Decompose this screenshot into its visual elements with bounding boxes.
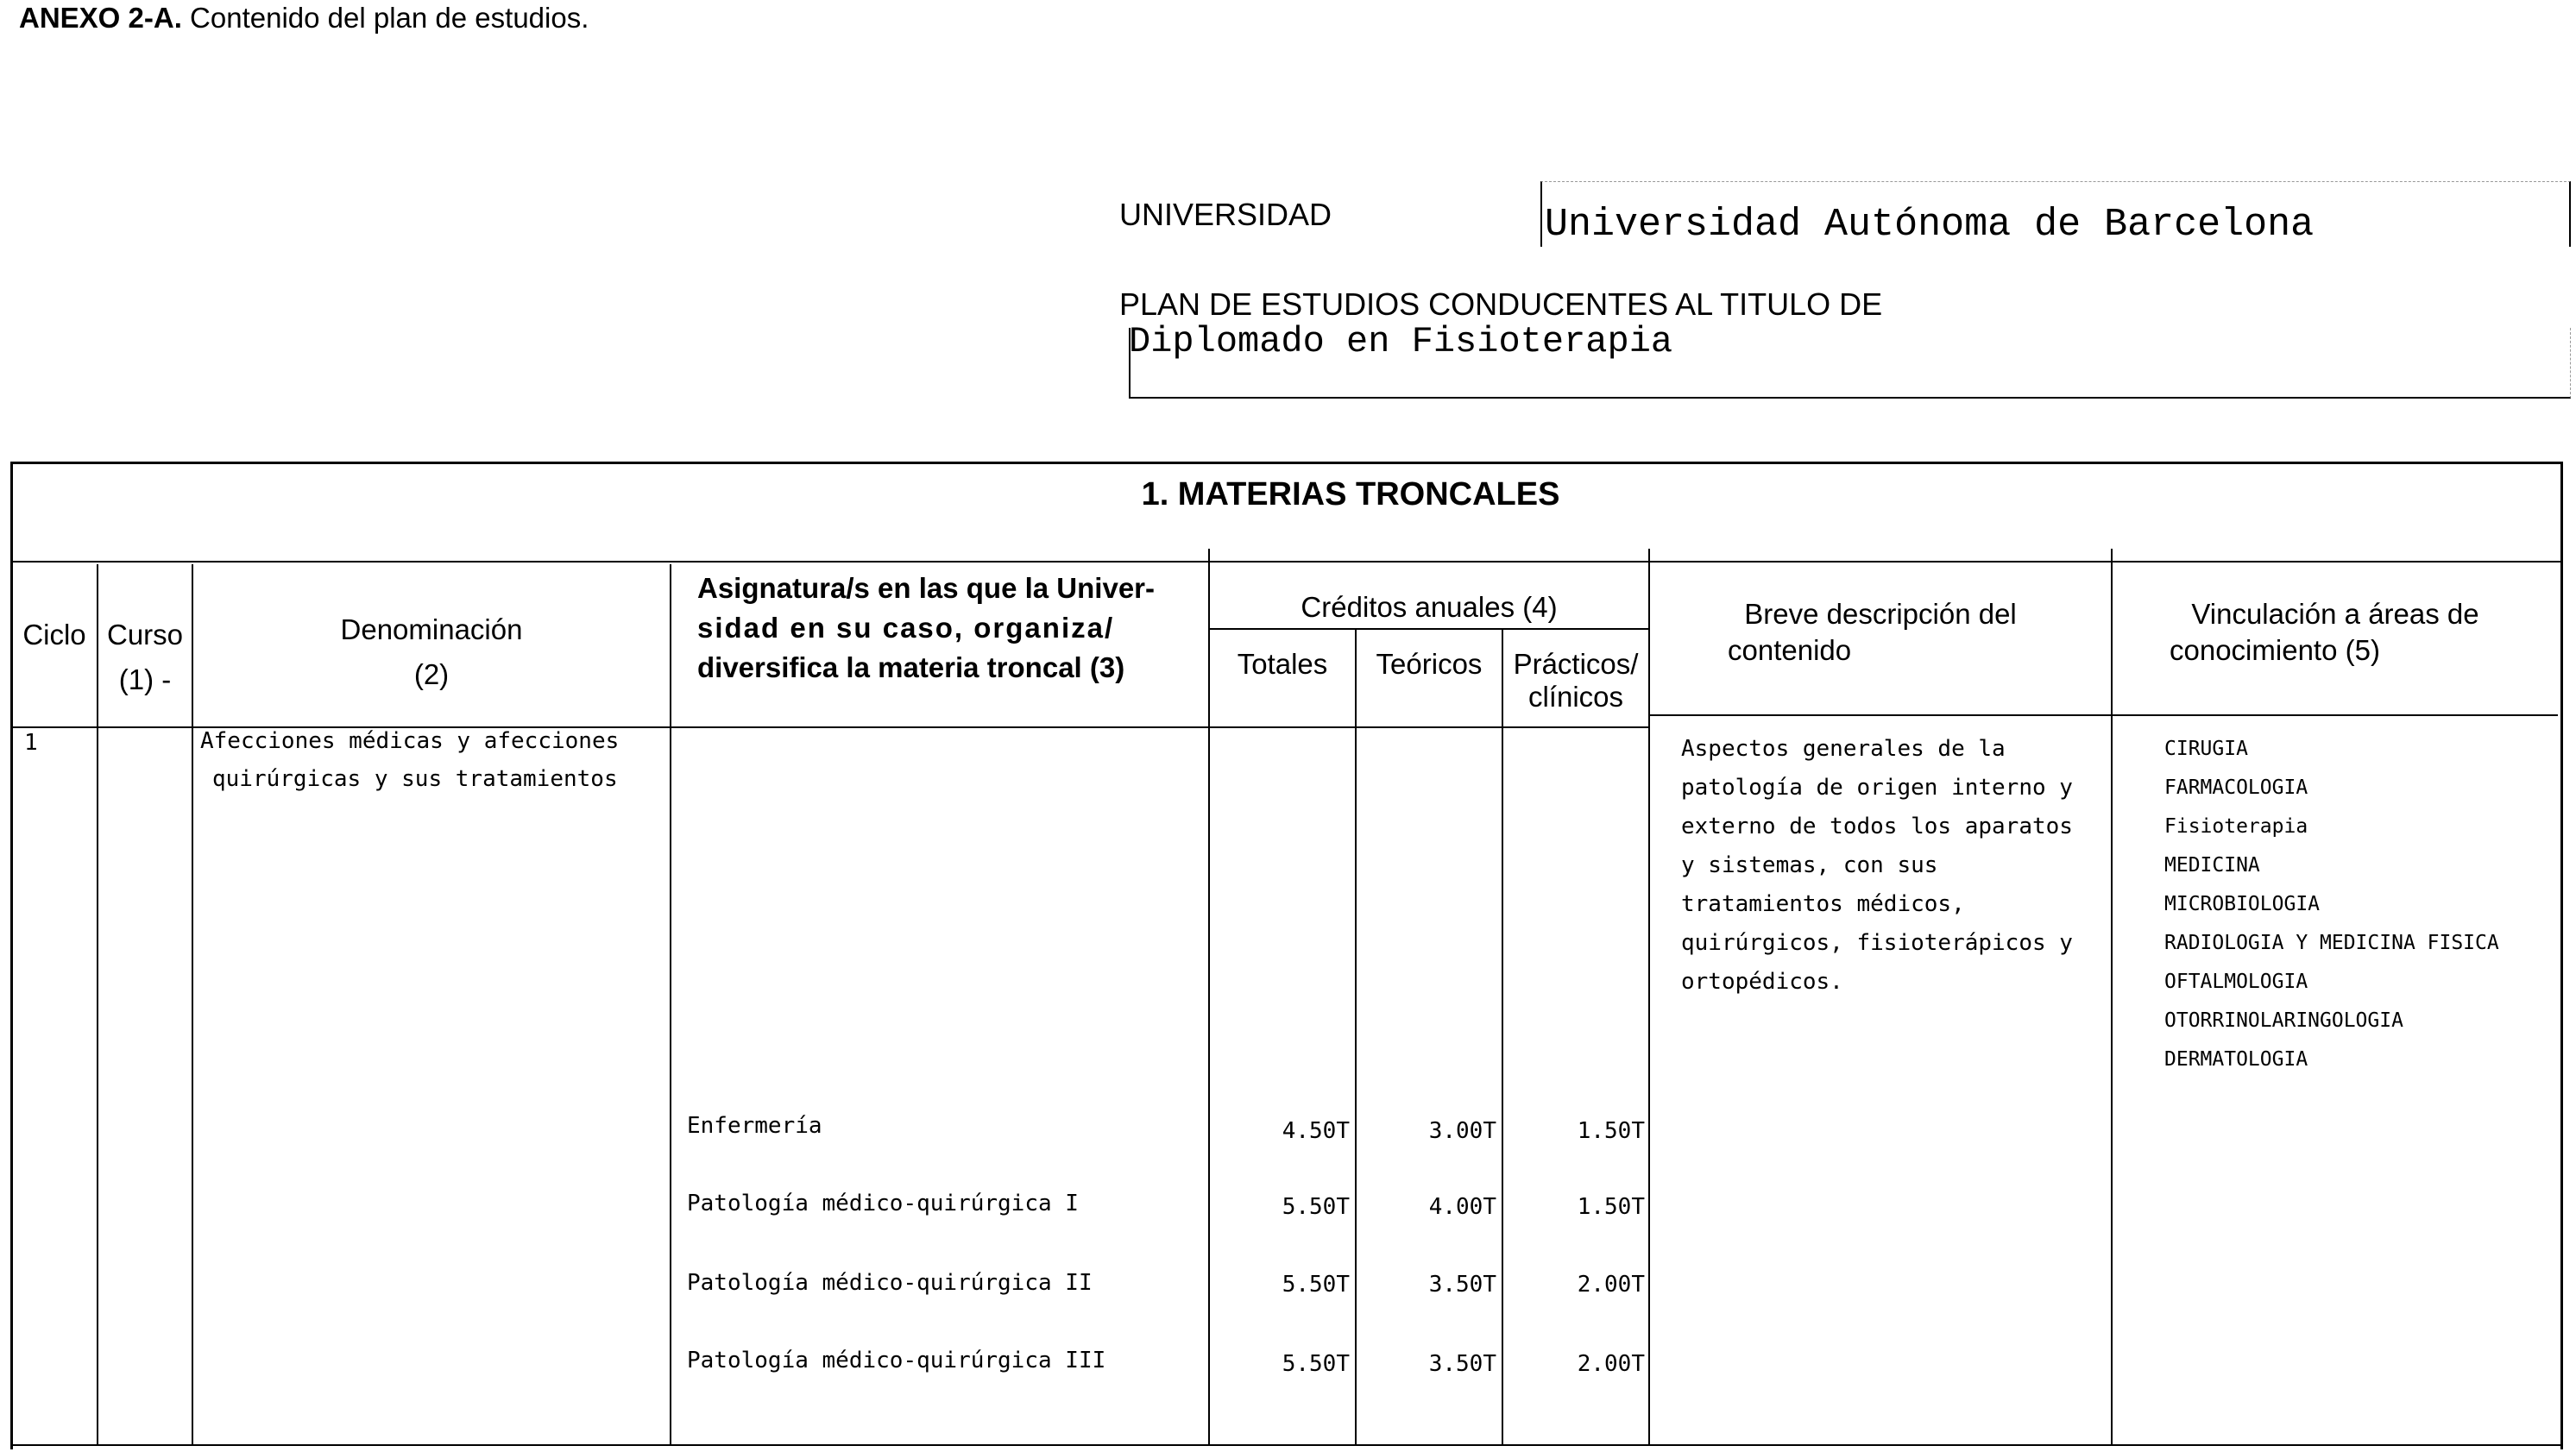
annex-heading xyxy=(19,2,589,35)
header-creditos: Créditos anuales (4) xyxy=(1301,591,1558,623)
row-descripcion xyxy=(1681,730,2073,1002)
descripcion-line: Aspectos generales de la xyxy=(1681,736,2006,762)
row-areas xyxy=(2164,730,2499,1079)
subject-practicos: 1.50T xyxy=(1577,1194,1645,1220)
area-item: FARMACOLOGIA xyxy=(2164,776,2308,799)
col-divider xyxy=(670,564,671,1444)
university-label: UNIVERSIDAD xyxy=(1119,197,1332,232)
col-divider xyxy=(1502,628,1503,1444)
subject-practicos: 2.00T xyxy=(1577,1351,1645,1377)
subject-totales: 4.50T xyxy=(1282,1118,1350,1144)
col-divider xyxy=(1355,628,1357,1444)
col-divider xyxy=(2111,549,2113,1444)
title-divider xyxy=(10,561,2560,563)
credits-divider xyxy=(1208,628,1648,630)
section-title: 1. MATERIAS TRONCALES xyxy=(1141,476,1560,512)
table-bottom xyxy=(10,1444,2560,1446)
row-denominacion-line1: Afecciones médicas y afecciones xyxy=(200,728,620,754)
header-breve-line2: contenido xyxy=(1728,634,1852,666)
descripcion-line: quirúrgicos, fisioterápicos y xyxy=(1681,930,2073,956)
subject-practicos: 2.00T xyxy=(1577,1272,1645,1298)
university-value: Universidad Autónoma de Barcelona xyxy=(1545,203,2315,247)
area-item: RADIOLOGIA Y MEDICINA FISICA xyxy=(2164,932,2499,954)
header-clinicos: clínicos xyxy=(1527,681,1624,713)
header-teoricos: Teóricos xyxy=(1376,648,1483,680)
area-item: DERMATOLOGIA xyxy=(2164,1048,2308,1071)
header-asignatura-line2: sidad en su caso, organiza/ xyxy=(697,612,1115,644)
area-item: MICROBIOLOGIA xyxy=(2164,893,2321,915)
header-asignatura-line3: diversifica la materia troncal (3) xyxy=(697,651,1125,683)
subject-teoricos: 3.50T xyxy=(1428,1351,1496,1377)
degree-value: Diplomado en Fisioterapia xyxy=(1129,321,1673,362)
annex-code: ANEXO 2-A. xyxy=(19,2,182,34)
header-divider-right xyxy=(1650,714,2558,716)
subject-name: Enfermería xyxy=(687,1113,822,1139)
degree-label: PLAN DE ESTUDIOS CONDUCENTES AL TITULO DE xyxy=(1119,286,1883,322)
subject-practicos: 1.50T xyxy=(1577,1118,1645,1144)
header-denominacion: Denominación xyxy=(340,613,523,645)
header-denominacion-note: (2) xyxy=(413,658,450,690)
header-breve: Breve descripción del xyxy=(1744,598,2017,630)
subject-name: Patología médico-quirúrgica II xyxy=(687,1270,1093,1296)
subject-name: Patología médico-quirúrgica III xyxy=(687,1348,1106,1373)
header-vinculacion: Vinculación a áreas de xyxy=(2191,598,2479,630)
subject-teoricos: 3.50T xyxy=(1428,1272,1496,1298)
subject-name: Patología médico-quirúrgica I xyxy=(687,1191,1079,1216)
col-divider xyxy=(1648,549,1650,1444)
header-totales: Totales xyxy=(1237,648,1328,680)
row-denominacion-line2: quirúrgicas y sus tratamientos xyxy=(212,766,618,792)
header-practicos: Prácticos/ xyxy=(1513,648,1639,680)
subject-totales: 5.50T xyxy=(1282,1194,1350,1220)
descripcion-line: y sistemas, con sus xyxy=(1681,852,1938,878)
descripcion-line: externo de todos los aparatos xyxy=(1681,814,2073,839)
row-ciclo: 1 xyxy=(24,730,38,756)
subject-totales: 5.50T xyxy=(1282,1351,1350,1377)
header-asignatura-line1: Asignatura/s en las que la Univer- xyxy=(697,572,1155,604)
area-item: CIRUGIA xyxy=(2164,738,2248,760)
area-item: OTORRINOLARINGOLOGIA xyxy=(2164,1009,2403,1032)
descripcion-line: patología de origen interno y xyxy=(1681,775,2073,801)
col-divider xyxy=(192,564,193,1444)
annex-title: Contenido del plan de estudios. xyxy=(190,2,589,34)
subject-teoricos: 4.00T xyxy=(1428,1194,1496,1220)
area-item: OFTALMOLOGIA xyxy=(2164,971,2308,993)
subject-teoricos: 3.00T xyxy=(1428,1118,1496,1144)
header-vinculacion-line2: conocimiento (5) xyxy=(2170,634,2380,666)
area-item: MEDICINA xyxy=(2164,854,2260,877)
descripcion-line: tratamientos médicos, xyxy=(1681,891,1965,917)
header-curso-note: (1) - xyxy=(118,663,172,695)
header-curso: Curso xyxy=(106,619,184,651)
area-item: Fisioterapia xyxy=(2164,815,2308,838)
header-ciclo: Ciclo xyxy=(22,619,86,651)
subject-totales: 5.50T xyxy=(1282,1272,1350,1298)
descripcion-line: ortopédicos. xyxy=(1681,969,1843,995)
